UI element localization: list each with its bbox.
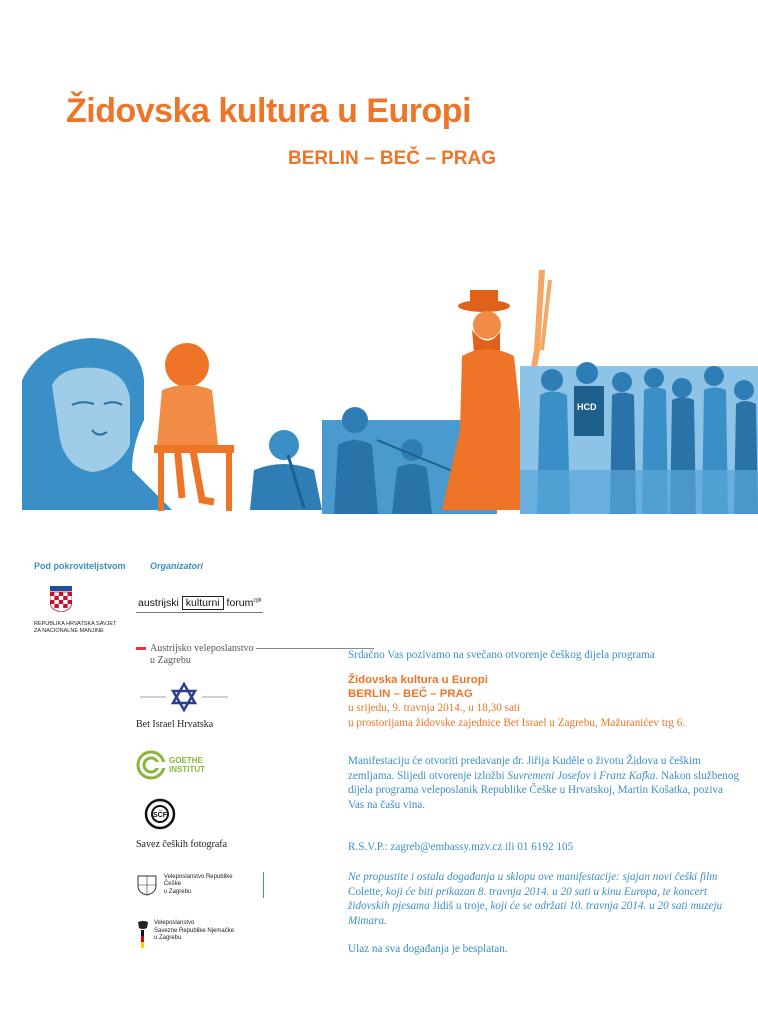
akf-text-a: austrijski — [138, 597, 179, 609]
invitation-program — [348, 754, 740, 812]
film-title: Colette — [348, 885, 381, 898]
czech-coat-of-arms-icon — [136, 874, 158, 896]
bet-israel-logo — [136, 682, 236, 730]
event-subtitle: BERLIN – BEČ – PRAG — [348, 688, 473, 700]
goethe-institut-logo — [136, 750, 205, 780]
event-title: Židovska kultura u Europi — [348, 674, 488, 686]
promo-text-e: , koji će se održati 10. travnja 2014. u 20 sati muzeju Mimara. — [348, 900, 723, 927]
group-figure — [520, 362, 758, 514]
woman-figure — [22, 338, 172, 510]
star-of-david-icon — [136, 682, 232, 712]
svg-text:HCD: HCD — [577, 402, 597, 412]
croatian-shield-icon — [50, 586, 72, 612]
akf-text-sup: zgb — [253, 597, 262, 604]
goethe-text-2: INSTITUT — [169, 765, 205, 774]
austrian-embassy-logo — [136, 643, 374, 667]
german-embassy-line2: Savezne Republike Njemačke — [154, 927, 235, 934]
czech-embassy-line1: Veleposlanstvo Republike Češke — [163, 873, 233, 888]
child-on-chair-figure — [154, 343, 234, 511]
rsvp-line: R.S.V.P.: zagreb@embassy.mzv.cz ili 01 6192 105 — [348, 841, 574, 853]
sponsor-logo-text: REPUBLIKA HRVATSKA SAVJET ZA NACIONALNE MANJINE — [34, 621, 117, 634]
croatia-council-logo — [34, 586, 120, 635]
bet-israel-text: Bet Israel Hrvatska — [136, 719, 214, 730]
exhibition-title-2: Franz Kafka — [599, 769, 656, 782]
page-subtitle: BERLIN – BEČ – PRAG — [288, 148, 496, 169]
invitation-event-block — [348, 673, 740, 730]
german-embassy-line3: u Zagrebu — [154, 935, 182, 941]
page-title: Židovska kultura u Europi — [66, 92, 472, 130]
akf-text-c: forum — [226, 597, 254, 609]
akf-text-b: kulturni — [182, 596, 224, 610]
czech-photographers-logo — [136, 798, 227, 850]
promo-text-c: , koji će biti prikazan 8. travnja 2014. u 20 sati u kinu Europa, te koncert židovskih pjesama — [348, 885, 708, 913]
program-text-a: Manifestaciju će otvoriti predavanje dr. Jiřija Kuděle o životu Židova u češkim zemljama. Slijedi otvorenje izložbi — [348, 755, 701, 782]
organizers-label: Organizatori — [150, 561, 204, 571]
czech-embassy-line2: u Zagrebu — [163, 888, 192, 895]
czech-embassy-logo — [136, 872, 264, 898]
clarinet-player-figure — [250, 430, 322, 510]
german-embassy-line1: Veleposlanstvo — [154, 920, 195, 926]
goethe-text-1: GOETHE — [169, 756, 203, 765]
event-place: u prostorijama židovske zajednice Bet Israel u Zagrebu, Mažuranićev trg 6. — [348, 716, 686, 729]
invitation-intro: Srdačno Vas pozivamo na svečano otvorenje češkog dijela programa — [348, 649, 655, 661]
scf-mark-text: SČF — [153, 812, 167, 819]
concert-title: Jidiš u troje — [432, 900, 485, 913]
sponsor-label: Pod pokroviteljstvom — [34, 561, 126, 571]
invitation-promo — [348, 870, 740, 928]
austria-flag-icon — [136, 647, 146, 650]
program-text-e: . Nakon službenog dijela programa veleposlanik Republike Češke u Hrvatskoj, Martin Košatka, poziva Vas na čašu vina. — [348, 769, 740, 811]
event-date: u srijedu, 9. travnja 2014., u 18,30 sati — [348, 702, 521, 714]
german-eagle-flag-icon — [136, 920, 150, 950]
austrian-cultural-forum-logo — [136, 596, 263, 613]
camera-aperture-icon — [144, 798, 176, 830]
collage-photo — [22, 270, 758, 514]
goethe-spiral-icon — [136, 750, 166, 780]
promo-text-a: Ne propustite i ostala događanja u sklopu ove manifestacije: sjajan novi češki film — [348, 871, 718, 883]
free-entry-note: Ulaz na sva događanja je besplatan. — [348, 943, 508, 955]
austrian-embassy-line1: Austrijsko veleposlanstvo — [150, 643, 254, 654]
austrian-embassy-line2: u Zagrebu — [150, 655, 191, 666]
program-text-c: i — [590, 769, 600, 782]
german-embassy-logo — [136, 920, 234, 950]
exhibition-title-1: Suvremeni Josefov — [507, 769, 591, 782]
scf-text: Savez čeških fotografa — [136, 839, 228, 850]
